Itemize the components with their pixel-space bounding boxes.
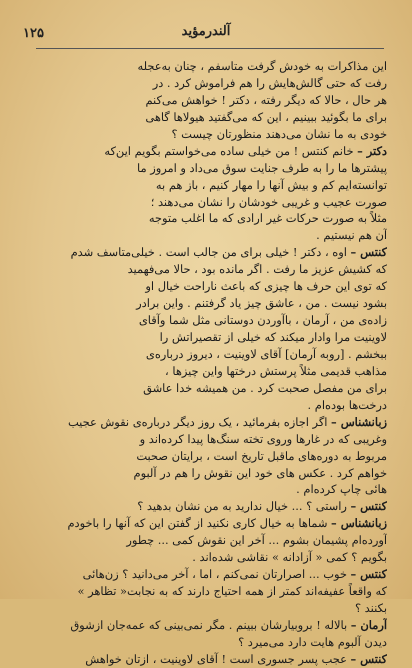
line-text: رفت که حتی گالش‌هایش را هم فراموش کرد . در	[152, 75, 387, 90]
line-text: برای ما بگوئید ببینیم ، این که می‌گفتید هیولاها گاهی	[145, 109, 387, 124]
line-text: خانم کنتس ! من خیلی ساده می‌خواستم بگویم این‌که	[104, 143, 358, 158]
speaker-name: کنتس –	[350, 499, 387, 514]
line-text: پیشترها ما را به طرف جنایت سوق می‌داد و امروز ما	[137, 160, 387, 175]
text-line	[34, 261, 387, 278]
line-text: شماها به خیال کاری نکنید از گفتن این که آنها را باخودم	[67, 516, 332, 531]
line-text: بالاله ! بروبیارشان ببینم . مگر نمی‌بینی که عمه‌جان ازشوق	[70, 617, 351, 632]
line-text: که توی این حرف ها چیزی که باعث ناراحت خیال او	[145, 279, 387, 294]
speaker-name: آرمان –	[350, 617, 387, 632]
text-line	[34, 160, 387, 177]
line-text: که واقعاً عفیفه‌اند کمتر از همه احتیاج دارند که به نجابت« تظاهر »	[77, 584, 387, 599]
line-text: که کشیش عزیز ما رفت . اگر مانده بود ، حالا می‌فهمید	[127, 262, 387, 277]
text-line	[34, 109, 387, 126]
line-text: بکنند ؟	[355, 601, 387, 615]
line-text: آن هم نیستیم .	[316, 228, 387, 243]
line-text: خودی به ما نشان می‌دهند منظورتان چیست ؟	[171, 126, 387, 141]
text-line	[34, 465, 387, 482]
dialogue-text	[34, 58, 387, 668]
line-text: خواهم کرد . عکس های خود این نقوش را هم در آلبوم	[133, 465, 387, 480]
text-line	[34, 617, 387, 634]
line-text: خوب ... اصرارتان نمی‌کنم ، اما ، آخر می‌دانید ؟ زن‌هائی	[82, 567, 351, 582]
text-line	[34, 143, 387, 160]
text-line	[34, 549, 387, 566]
text-line	[34, 515, 387, 532]
line-text: برای من مفصل صحبت کرد . من همیشه خدا عاشق	[143, 380, 387, 395]
running-title: آلندرمؤید	[181, 24, 231, 39]
line-text: توانسته‌ایم کم و بیش آنها را مهار کنیم ، باز هم به	[155, 177, 387, 192]
text-line	[34, 194, 387, 211]
text-line	[34, 397, 387, 414]
text-line	[34, 227, 387, 244]
line-text: هائی چاپ کرده‌ام .	[296, 482, 387, 497]
speaker-name: زبانشناس –	[331, 516, 387, 531]
text-line	[34, 346, 387, 363]
text-line	[34, 498, 387, 515]
text-line	[34, 210, 387, 227]
line-text: عجب پسر جسوری است ! آقای لاوینیت ، ازتان خواهش	[85, 651, 351, 666]
line-text: بشود نیست . من ، عاشق چیز یاد گرفتنم . واین برادر	[136, 296, 387, 311]
text-line	[34, 363, 387, 380]
text-line	[34, 448, 387, 465]
text-line	[34, 532, 387, 549]
line-text: زاده‌ی من ، آرمان ، باآوردن دوستانی مثل شما وآقای	[138, 313, 387, 328]
text-line	[34, 431, 387, 448]
page-number: ۱۲۵	[23, 26, 44, 41]
text-line	[34, 600, 387, 617]
line-text: اگر اجازه بفرمائید ، یک روز دیگر درباره‌ی نقوش عجیب	[67, 414, 332, 429]
text-line	[34, 414, 387, 431]
speaker-name: زبانشناس –	[331, 414, 387, 429]
line-text: دیدن آلبوم هایت دارد می‌میرد ؟	[238, 634, 387, 649]
header-rule	[36, 48, 384, 49]
text-line	[34, 481, 387, 498]
text-line	[34, 177, 387, 194]
text-line	[34, 244, 387, 261]
text-line	[34, 566, 387, 583]
text-line	[34, 634, 387, 651]
text-line	[34, 295, 387, 312]
text-line	[34, 126, 387, 143]
speaker-name: کنتس –	[350, 651, 387, 666]
line-text: مربوط به دوره‌های ماقبل تاریخ است ، برایتان صحبت	[136, 448, 387, 463]
line-text: راستی ؟ ... خیال ندارید به من نشان بدهید ؟	[137, 499, 351, 514]
speaker-name: دکتر –	[357, 143, 387, 158]
line-text: مذاهب قدیمی مثلاً پرستش درختها واین چیزها ،	[165, 363, 387, 378]
line-text: ببخشم . [روبه آرمان] آقای لاوینیت ، دیروز درباره‌ی	[145, 346, 387, 361]
text-line	[34, 58, 387, 75]
text-line	[34, 380, 387, 397]
line-text: وغریبی که در غارها وروی تخته سنگ‌ها پیدا کرده‌اند و	[139, 431, 387, 446]
line-text: صورت عجیب و غریبی خودشان را نشان می‌دهند ؛	[150, 194, 387, 209]
text-line	[34, 651, 387, 668]
line-text: درخت‌ها بوده‌ام .	[307, 397, 387, 412]
line-text: بگویم ؟ کمی « آزادانه » نقاشی شده‌اند .	[192, 550, 387, 565]
line-text: هر حال ، حالا که دیگر رفته ، دکتر ! خواهش می‌کنم	[145, 92, 387, 107]
line-text: این مذاکرات به خودش گرفت متاسفم ، چنان به‌عجله	[137, 59, 387, 73]
speaker-name: کنتس –	[350, 245, 387, 260]
text-line	[34, 583, 387, 600]
line-text: اوه ، دکتر ! خیلی برای من جالب است . خیلی‌متاسف شدم	[70, 245, 351, 260]
text-line	[34, 329, 387, 346]
speaker-name: کنتس –	[350, 567, 387, 582]
line-text: مثلاً به صورت حرکات غیر ارادی که ما اغلب متوجه	[148, 211, 387, 226]
page-header	[0, 24, 412, 48]
text-line	[34, 92, 387, 109]
text-line	[34, 75, 387, 92]
text-line	[34, 278, 387, 295]
line-text: لاوینیت مرا وادار میکند که خیلی از تقصیراتش را	[159, 330, 387, 344]
text-line	[34, 312, 387, 329]
line-text: آورده‌ام پشیمان بشوم ... آخر این نقوش کمی ... چطور	[126, 533, 387, 548]
